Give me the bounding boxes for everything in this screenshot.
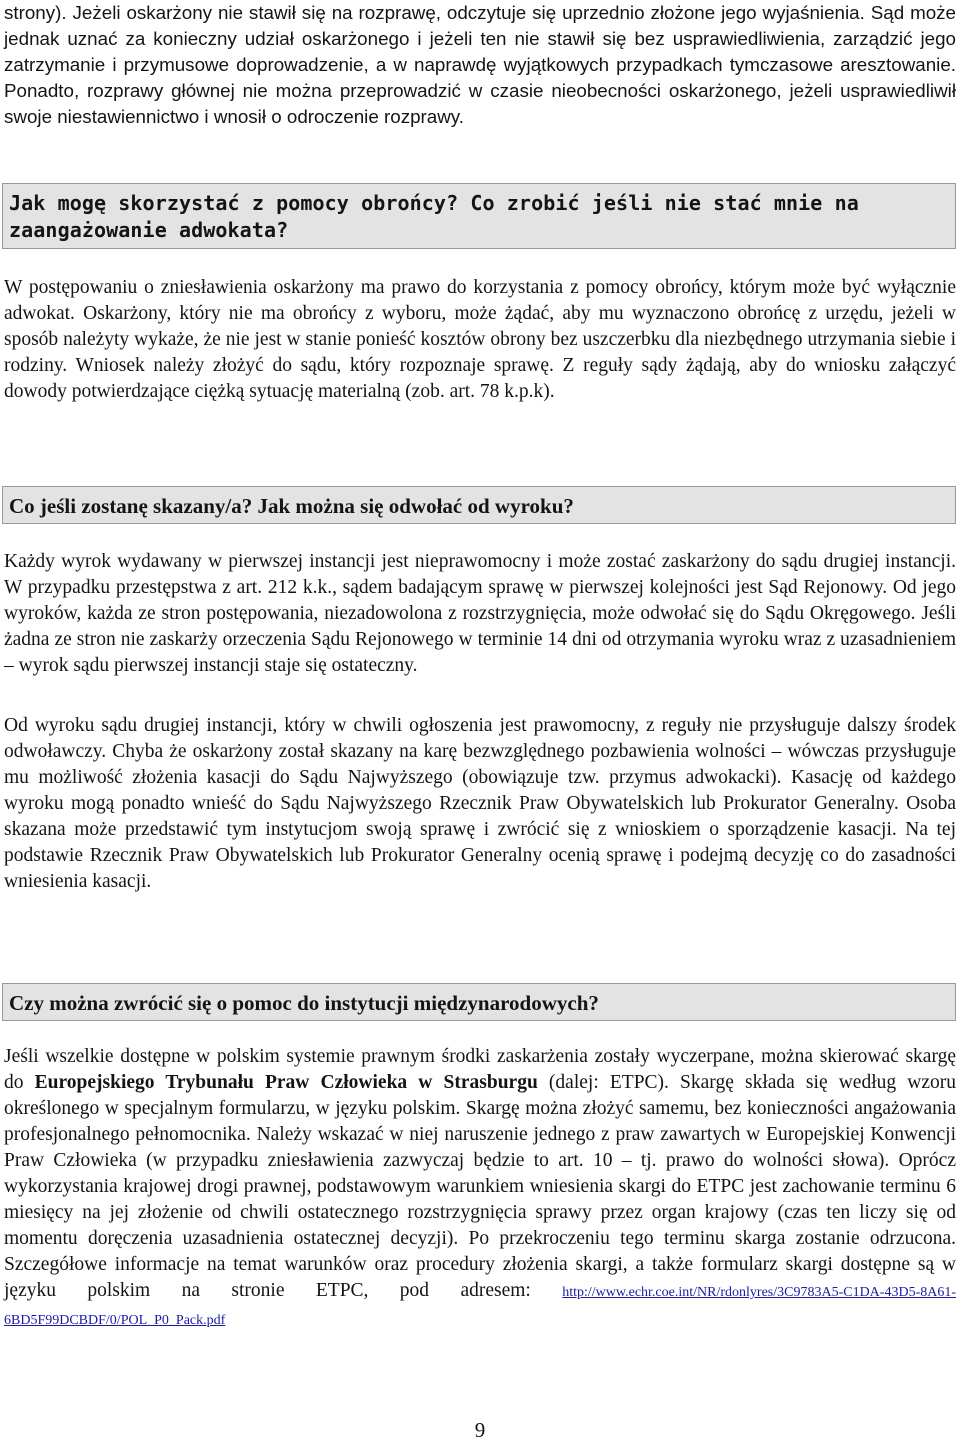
defender-paragraph: W postępowaniu o zniesławienia oskarżony ma prawo do korzystania z pomocy obrońcy, którym może być wyłącznie adwokat. Oskarżony, który nie ma obrońcy z wyboru, może żądać, aby mu wyznaczono obrońcę z urzędu, jeżeli w sposób należyty wykaże, że nie jest w stanie ponieść kosztów obrony bez uszczerbku dla niezbędnego utrzymania siebie i rodziny. Wniosek należy złożyć do sądu, który rozpoznaje sprawę. Z reguły sądy żądają, aby do wniosku załączyć dowody potwierdzające ciężką sytuację materialną (zob. art. 78 k.p.k). [4, 277, 956, 402]
etpc-form-link[interactable]: http://www.echr.coe.int/NR/rdonlyres/3C9783A5-C1DA-43D5-8A61-6BD5F99DCBDF/0/POL_P0_Pack.pdf [4, 1285, 956, 1328]
heading-appeal: Co jeśli zostanę skazany/a? Jak można się odwołać od wyroku? [2, 486, 956, 524]
appeal-paragraph-1: Każdy wyrok wydawany w pierwszej instancji jest nieprawomocny i może zostać zaskarżony do sądu drugiej instancji. W przypadku przestępstwa z art. 212 k.k., sądem badającym sprawę w pierwszej kolejności jest Sąd Rejonowy. Od jego wyroków, każda ze stron postępowania, niezadowolona z rozstrzygnięcia, może odwołać się do Sądu Okręgowego. Jeśli żadna ze stron nie zaskarży orzeczenia Sądu Rejonowego w terminie 14 dni od otrzymania wyroku wraz z uzasadnieniem – wyrok sądu pierwszej instancji staje się ostateczny. [4, 551, 956, 676]
international-text-end: (dalej: ETPC). Skargę składa się według wzoru określonego w specjalnym formularzu, w języku polskim. Skargę można złożyć samemu, bez konieczności angażowania profesjonalnego pełnomocnika. Należy wskazać w niej naruszenie jednego z praw zawartych w Europejskiej Konwencji Praw Człowieka (w przypadku zniesławienia zazwyczaj będzie to art. 10 – tj. prawo do wolności słowa). Oprócz wykorzystania krajowej drogi prawnej, podstawowym warunkiem wniesienia skargi do ETPC jest zachowanie terminu 6 miesięcy na jej złożenie od chwili ostatecznego rozstrzygnięcia sprawy przez organ krajowy (czas ten liczy się od momentu doręczenia uzasadnienia ostatecznej decyzji). Po przekroczeniu tego terminu skarga zostanie odrzucona. Szczegółowe informacje na temat warunków oraz procedury złożenia skargi, a także formularz skargi dostępne są w języku polskim na stronie ETPC, pod adresem: [4, 1072, 956, 1301]
international-paragraph [4, 1044, 956, 1334]
page-number: 9 [474, 1418, 486, 1442]
heading-international: Czy można zwrócić się o pomoc do instytucji międzynarodowych? [2, 983, 956, 1021]
heading-defender: Jak mogę skorzystać z pomocy obrońcy? Co zrobić jeśli nie stać mnie na zaangażowanie adwokata? [2, 183, 956, 249]
etpc-name: Europejskiego Trybunału Praw Człowieka w Strasburgu [34, 1072, 538, 1093]
intro-paragraph: strony). Jeżeli oskarżony nie stawił się na rozprawę, odczytuje się uprzednio złożone jego wyjaśnienia. Sąd może jednak uznać za konieczny udział oskarżonego i jeżeli ten nie stawił się bez usprawiedliwienia, zarządzić jego zatrzymanie i przymusowe doprowadzenie, a w naprawdę wyjątkowych przypadkach tymczasowe aresztowanie. Ponadto, rozprawy głównej nie można przeprowadzić w czasie nieobecności oskarżonego, jeżeli usprawiedliwił swoje niestawiennictwo i wnosił o odroczenie rozprawy. [4, 2, 956, 127]
international-text-start: Jeśli wszelkie dostępne w polskim systemie prawnym środki zaskarżenia zostały wyczerpane, można skierować skargę do [4, 1046, 956, 1093]
appeal-paragraph-2: Od wyroku sądu drugiej instancji, który w chwili ogłoszenia jest prawomocny, z reguły nie przysługuje dalszy środek odwoławczy. Chyba że oskarżony został skazany na karę bezwzględnego pozbawienia wolności – wówczas przysługuje mu możliwość złożenia kasacji do Sądu Najwyższego (obowiązuje tzw. przymus adwokacki). Kasację od każdego wyroku mogą ponadto wnieść do Sądu Najwyższego Rzecznik Praw Obywatelskich lub Prokurator Generalny. Osoba skazana może przedstawić tym instytucjom swoją sprawę i zwrócić się z wnioskiem o sporządzenie kasacji. Na tej podstawie Rzecznik Praw Obywatelskich lub Prokurator Generalny ocenią sprawę i podejmą decyzję co do zasadności wniesienia kasacji. [4, 715, 956, 892]
